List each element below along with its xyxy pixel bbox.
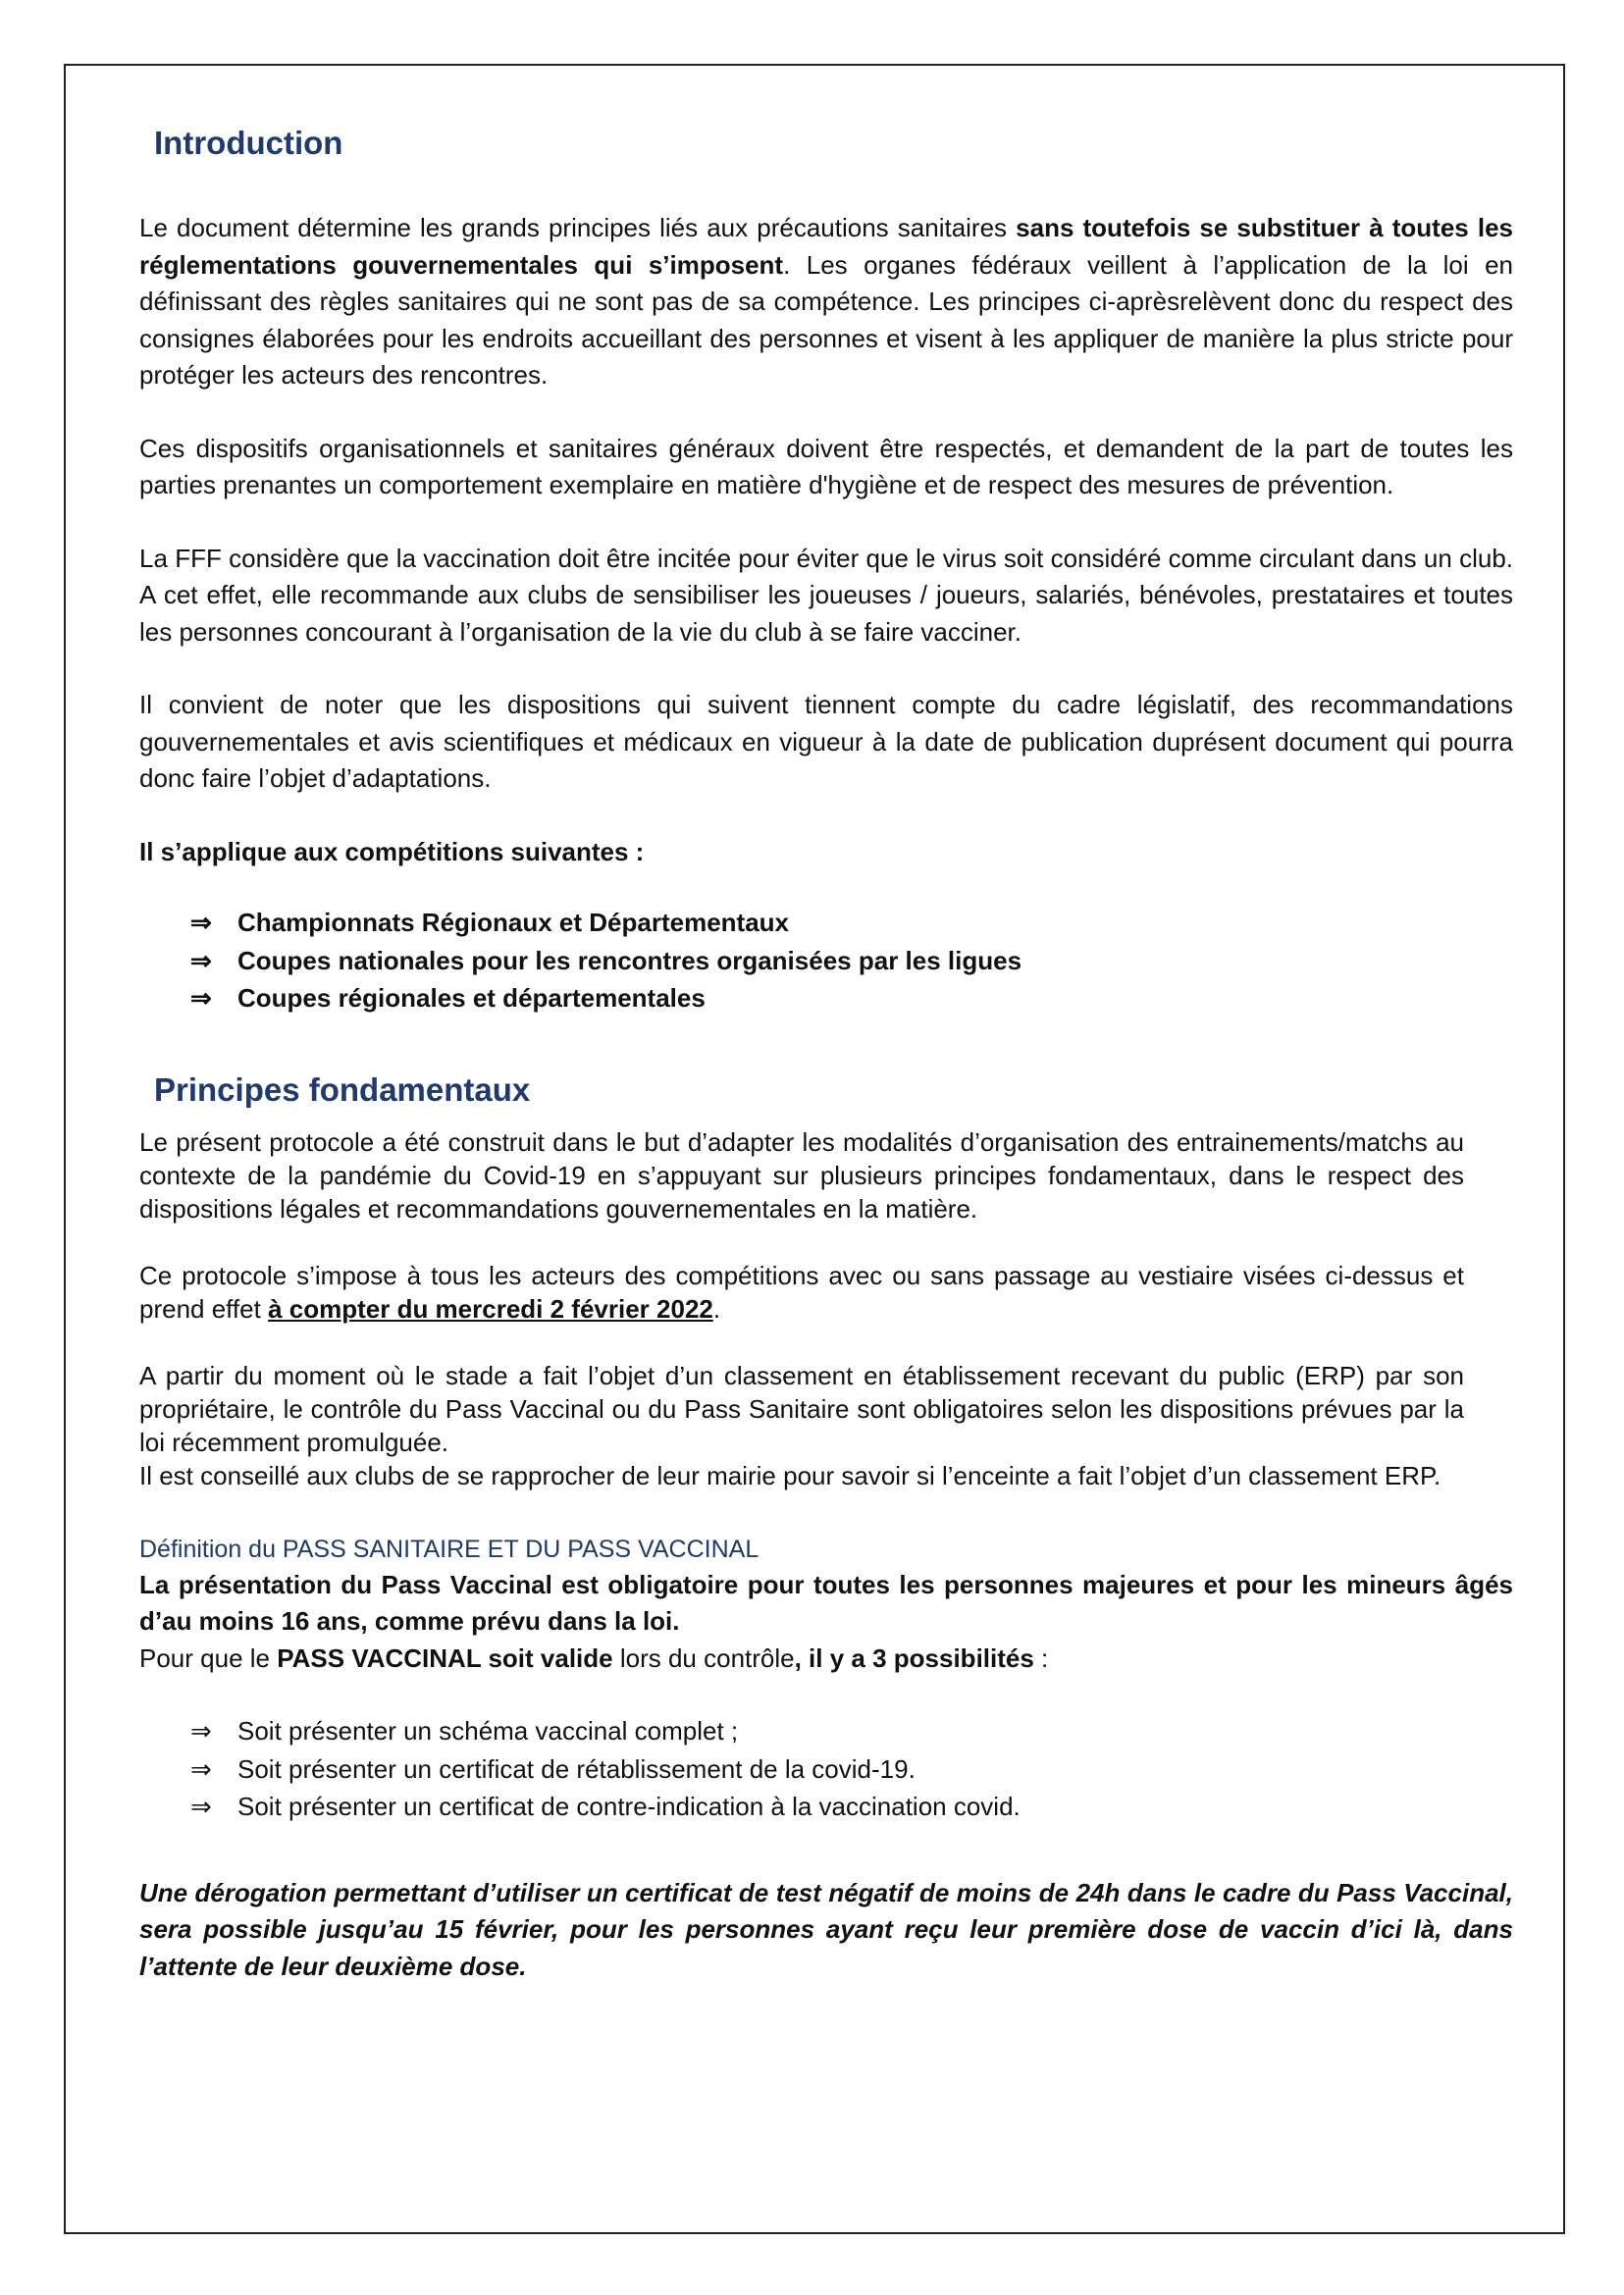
- arrow-icon: ⇒: [190, 908, 212, 937]
- principles-paragraph-1: Le présent protocole a été construit dans le but d’adapter les modalités d’organisation des entrainements/matchs au contexte de la pandémie du Covid-19 en s’appuyant sur plusieurs principes fondamentaux, dans le respect des dispositions légales et recommandations gouvernementales en la matière.: [139, 1126, 1464, 1224]
- applies-label: Il s’applique aux compétitions suivantes :: [139, 836, 645, 866]
- principles-paragraph-4: Il est conseillé aux clubs de se rapprocher de leur mairie pour savoir si l’enceinte a fait l’objet d’un classement ERP.: [139, 1460, 1441, 1490]
- list-item: ⇒ Coupes régionales et départementales: [139, 979, 1513, 1017]
- definition-paragraph-2: Pour que le PASS VACCINAL soit valide lors du contrôle, il y a 3 possibilités :: [139, 1643, 1049, 1673]
- list-item: ⇒ Championnats Régionaux et Départementaux: [139, 904, 1513, 942]
- intro-paragraph-3: La FFF considère que la vaccination doit être incitée pour éviter que le virus soit considéré comme circulant dans un club. A cet effet, elle recommande aux clubs de sensibiliser les joueuses / joueurs, salariés, bénévoles, prestataires et toutes les personnes concourant à l’organisation de la vie du club à se faire vacciner.: [139, 543, 1513, 647]
- definition-paragraph-1: La présentation du Pass Vaccinal est obligatoire pour toutes les personnes majeures et pour les mineurs âgés d’au moins 16 ans, comme prévu dans la loi.: [139, 1569, 1513, 1636]
- definition-heading: Définition du PASS SANITAIRE ET DU PASS VACCINAL: [139, 1535, 760, 1563]
- document-body: [139, 120, 1513, 1985]
- principles-paragraph-2: Ce protocole s’impose à tous les acteurs des compétitions avec ou sans passage au vestiaire visées ci-dessus et prend effet à compter du mercredi 2 février 2022.: [139, 1260, 1464, 1324]
- principles-paragraph-3: A partir du moment où le stade a fait l’objet d’un classement en établissement recevant du public (ERP) par son propriétaire, le contrôle du Pass Vaccinal ou du Pass Sanitaire sont obligatoires selon les dispositions prévues par la loi récemment promulguée.: [139, 1360, 1464, 1457]
- arrow-icon: ⇒: [190, 1753, 212, 1784]
- intro-paragraph-4: Il convient de noter que les dispositions qui suivent tiennent compte du cadre législatif, des recommandations gouvernementales et avis scientifiques et médicaux en vigueur à la date de publication duprésent document qui pourra donc faire l’objet d’adaptations.: [139, 690, 1513, 793]
- introduction-heading: Introduction: [154, 125, 343, 161]
- arrow-icon: ⇒: [190, 945, 212, 975]
- competitions-list: [139, 904, 1513, 1017]
- list-item: ⇒ Soit présenter un schéma vaccinal complet ;: [139, 1712, 1513, 1750]
- list-item: ⇒ Soit présenter un certificat de contre-indication à la vaccination covid.: [139, 1788, 1513, 1826]
- intro-paragraph-1: Le document détermine les grands principes liés aux précautions sanitaires sans toutefois se substituer à toutes les réglementations gouvernementales qui s’imposent. Les organes fédéraux veillent à l’application de la loi en définissant des règles sanitaires qui ne sont pas de sa compétence. Les principes ci-aprèsrelèvent donc du respect des consignes élaborées pour les endroits accueillant des personnes et visent à les appliquer de manière la plus stricte pour protéger les acteurs des rencontres.: [139, 213, 1513, 390]
- arrow-icon: ⇒: [190, 1792, 212, 1821]
- list-item: ⇒ Soit présenter un certificat de rétablissement de la covid-19.: [139, 1750, 1513, 1789]
- derogation-note: Une dérogation permettant d’utiliser un certificat de test négatif de moins de 24h dans le cadre du Pass Vaccinal, sera possible jusqu’au 15 février, pour les personnes ayant reçu leur première dose de vaccin d’ici là, dans l’attente de leur deuxième dose.: [139, 1877, 1513, 1981]
- principles-heading: Principes fondamentaux: [154, 1070, 531, 1108]
- pass-options-list: [139, 1712, 1513, 1826]
- arrow-icon: ⇒: [190, 1716, 212, 1746]
- list-item: ⇒ Coupes nationales pour les rencontres organisées par les ligues: [139, 942, 1513, 980]
- arrow-icon: ⇒: [190, 983, 212, 1013]
- intro-paragraph-2: Ces dispositifs organisationnels et sanitaires généraux doivent être respectés, et demandent de la part de toutes les parties prenantes un comportement exemplaire en matière d'hygiène et de respect des mesures de prévention.: [139, 433, 1513, 499]
